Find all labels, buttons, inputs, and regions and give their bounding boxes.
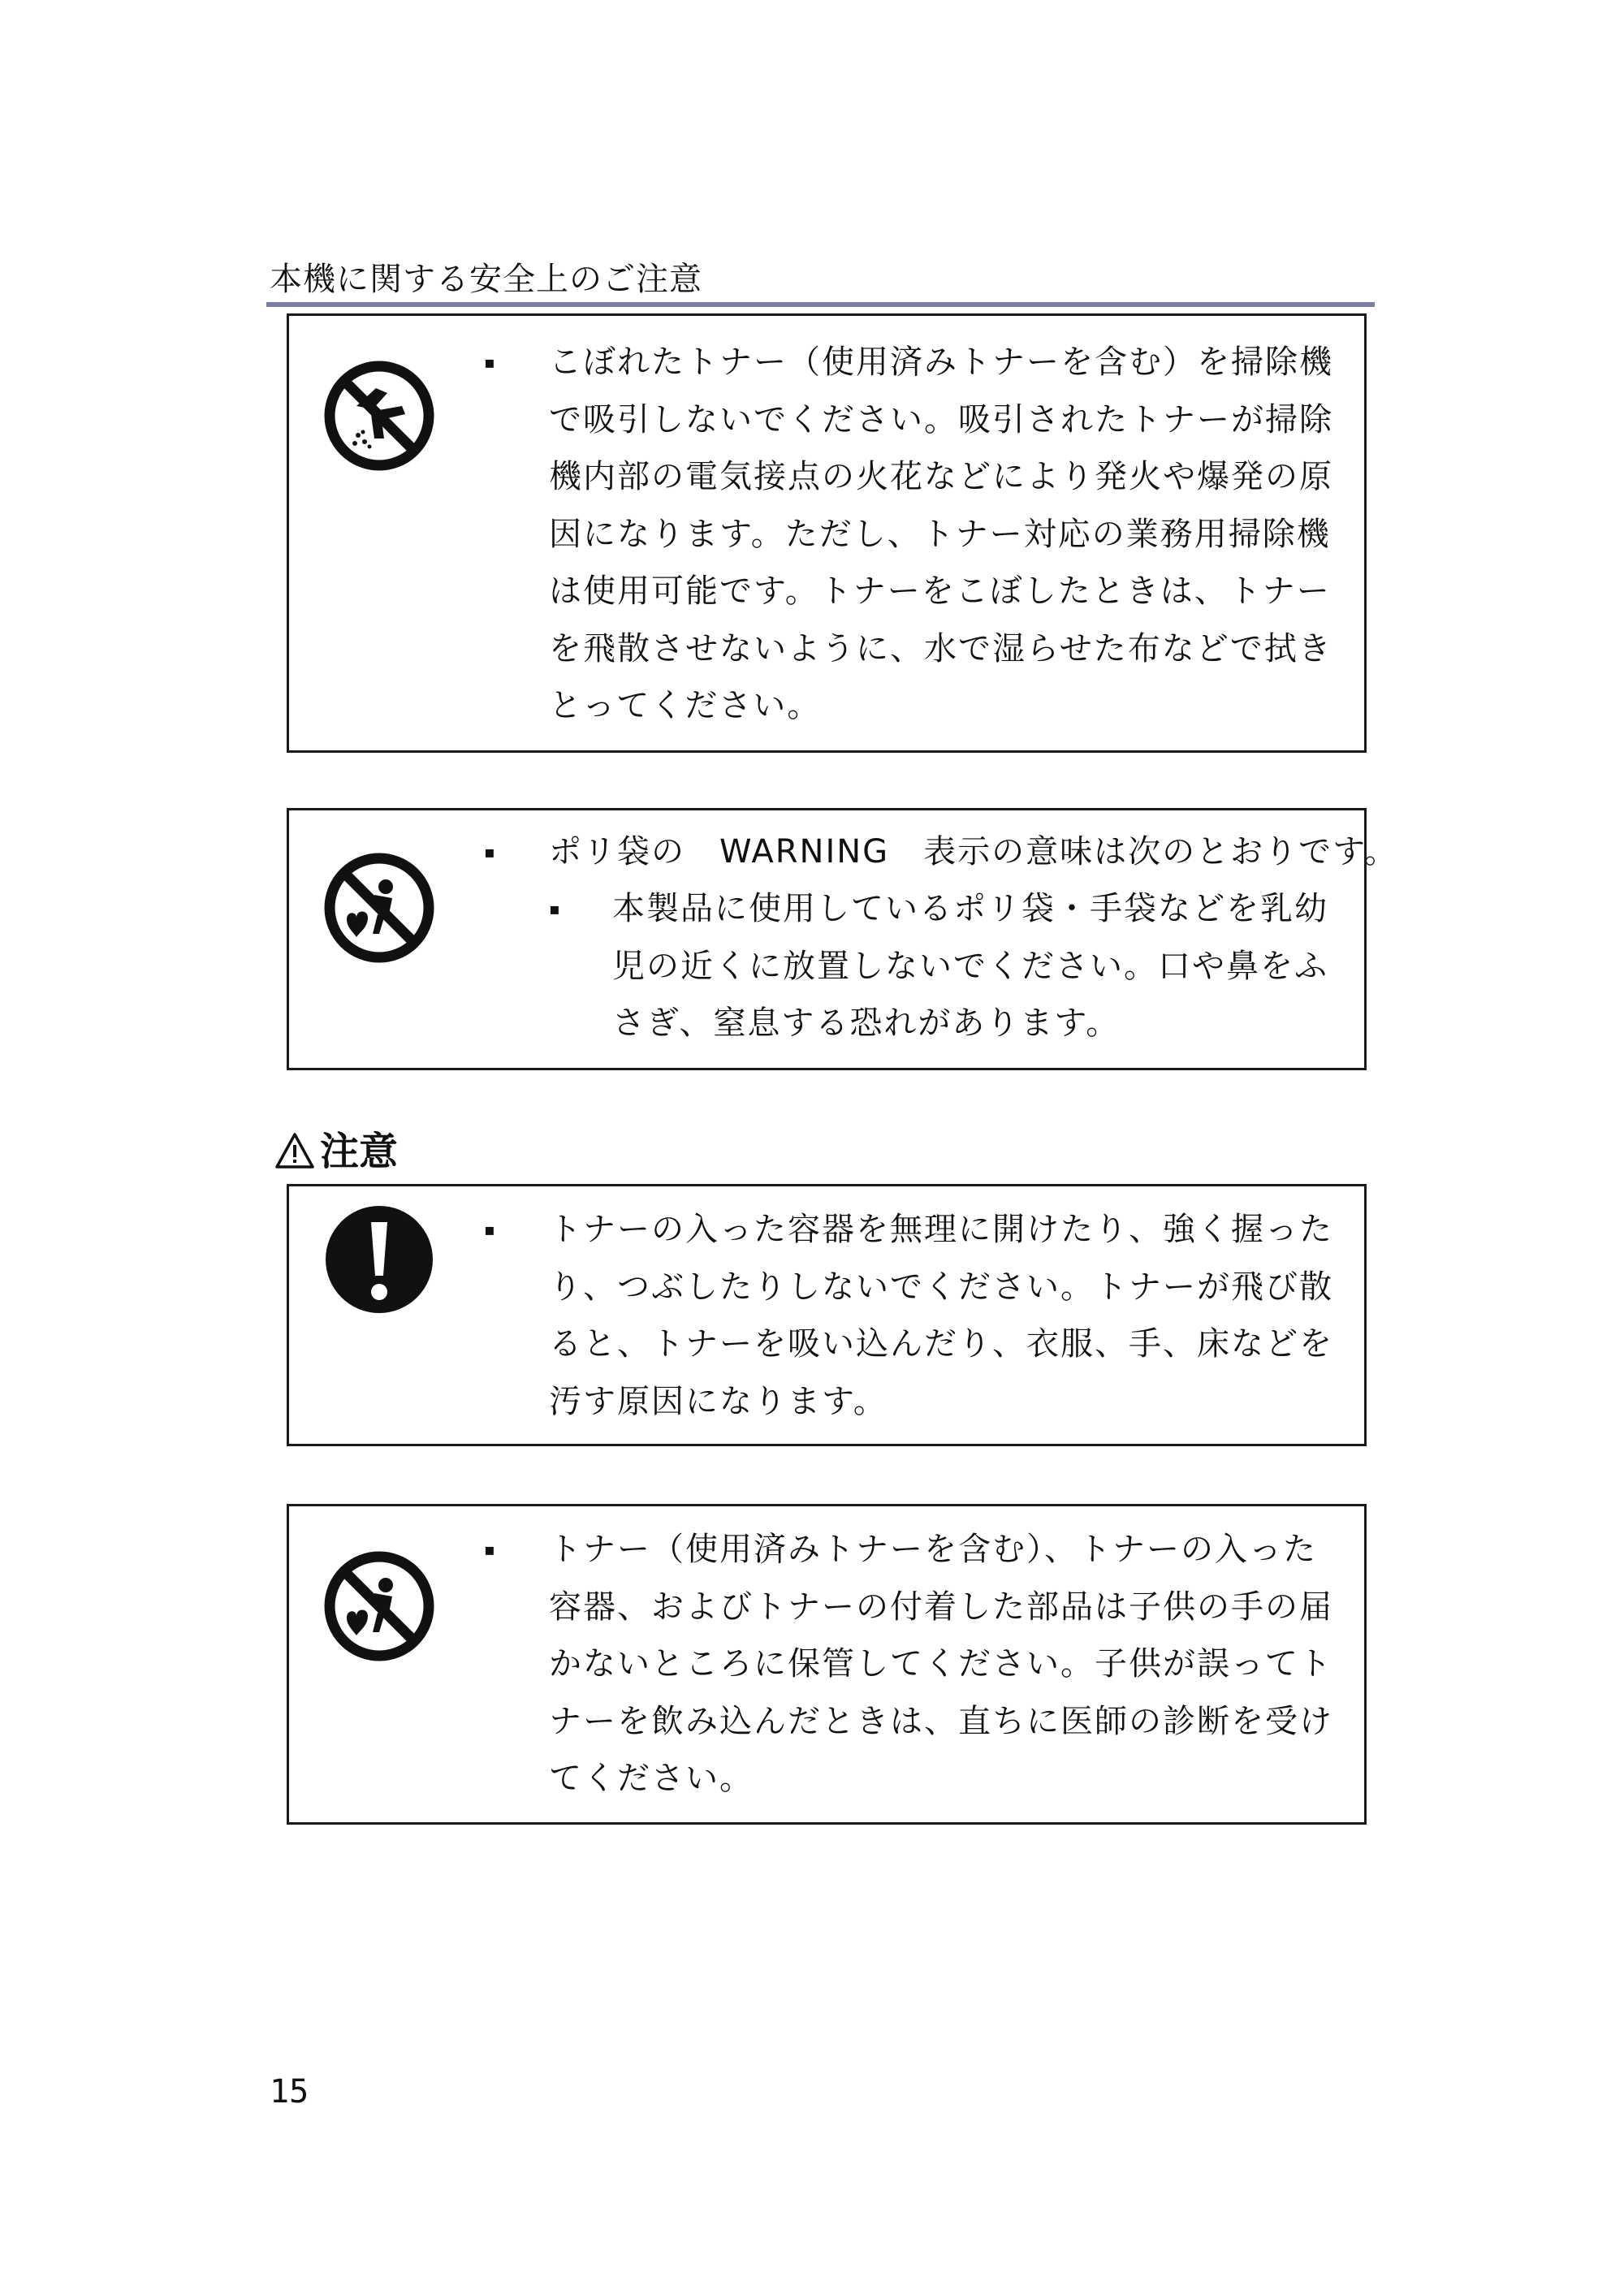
plastic-bag-warning-detail: 本製品に使用しているポリ袋・手袋などを乳幼児の近くに放置しないでください。口や鼻をふさぎ、窒息する恐れがあります。 bbox=[612, 890, 1328, 1042]
page-number: 15 bbox=[270, 2073, 309, 2110]
section-title: 本機に関する安全上のご注意 bbox=[270, 261, 702, 298]
list-bullet: ▪ bbox=[484, 352, 495, 372]
no-vacuum-cleaner-icon bbox=[324, 361, 434, 471]
keep-away-from-children-icon bbox=[324, 1551, 434, 1661]
list-bullet: ▪ bbox=[484, 842, 495, 862]
keep-away-from-children-icon bbox=[324, 853, 434, 963]
toner-container-caution-text: トナーの入った容器を無理に開けたり、強く握ったり、つぶしたりしないでください。トナーが飛び散ると、トナーを吸い込んだり、衣服、手、床などを汚す原因になります。 bbox=[549, 1211, 1333, 1420]
notice-box-plastic-bag bbox=[287, 808, 1398, 1070]
children-caution-text: トナー（使用済みトナーを含む）、トナーの入った容器、およびトナーの付着した部品は子供の手の届かないところに保管してください。子供が誤ってトナーを飲み込んだときは、直ちに医師の診断を受けてください。 bbox=[549, 1531, 1333, 1797]
plastic-bag-warning-intro: ポリ袋の WARNING 表示の意味は次のとおりです。 bbox=[549, 833, 1398, 871]
list-sub-bullet: ▪ bbox=[549, 899, 560, 918]
caution-label: 注意 bbox=[320, 1129, 399, 1174]
mandatory-exclamation-icon bbox=[324, 1204, 434, 1315]
list-bullet: ▪ bbox=[484, 1220, 495, 1239]
notice-box-toner-container bbox=[287, 1184, 1367, 1446]
list-bullet: ▪ bbox=[484, 1540, 495, 1559]
vacuum-warning-text: こぼれたトナー（使用済みトナーを含む）を掃除機で吸引しないでください。吸引されたトナーが掃除機内部の電気接点の火花などにより発火や爆発の原因になります。ただし、トナー対応の業務用掃除機は使用可能です。トナーをこぼしたときは、トナーを飛散させないように、水で湿らせた布などで拭きとってください。 bbox=[549, 343, 1333, 724]
caution-heading bbox=[274, 1125, 398, 1177]
header-divider bbox=[266, 302, 1375, 307]
notice-box-vacuum bbox=[287, 313, 1367, 753]
warning-triangle-icon bbox=[274, 1131, 315, 1172]
notice-box-children bbox=[287, 1504, 1367, 1825]
